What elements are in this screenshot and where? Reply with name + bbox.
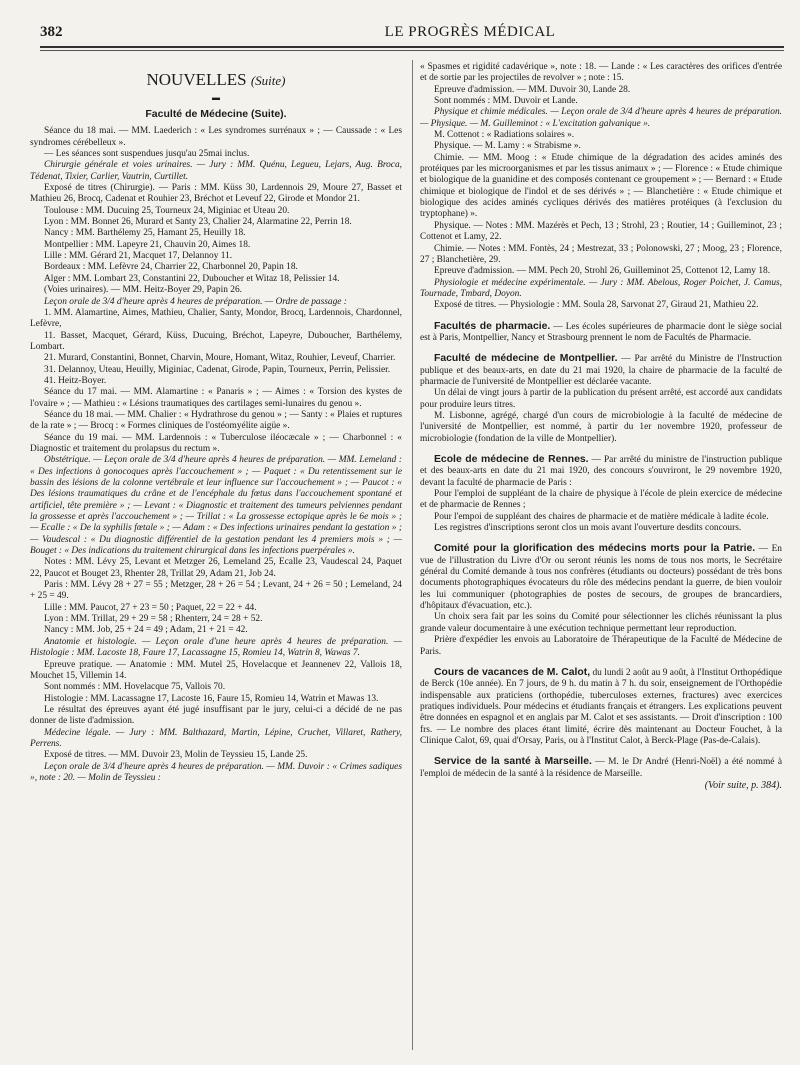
paragraph: Bordeaux : MM. Lefèvre 24, Charrier 22, Charbonnel 20, Papin 18. [44,262,298,273]
paragraph: Séance du 17 mai. — MM. Alamartine : « Panaris » ; — Aimes : « Torsion des kystes de l'ovaire » ; — Mathieu : « Lésions traumatiques des cartilages semi-lunaires du genou ». [30,387,402,409]
news-item-body: — Par arrêté du ministre de l'instruction publique et des beaux-arts en date du 21 mai 1920, des concours s'ouvriront, le 29 novembre 1920, devant la faculté de pharmacie de Paris : [420,455,782,488]
faculte-title: Faculté de Médecine (Suite). [145,108,287,120]
paragraph: Le résultat des épreuves ayant été jugé insuffisant par le jury, celui-ci a décidé de ne pas donner de liste d'admission. [30,704,402,727]
paragraph: Leçon orale de 3/4 d'heure après 4 heures de préparation. — Ordre de passage : [44,296,347,307]
right-sections [420,312,782,780]
news-item-title: Comité pour la glorification des médecins morts pour la Patrie. [434,543,756,555]
paragraph: Lyon : MM. Trillat, 29 + 29 = 58 ; Rhenterr, 24 = 28 + 52. [44,614,263,625]
paragraph: (Voies urinaires). — MM. Heitz-Boyer 29, Papin 26. [44,285,242,296]
paragraph: — Les séances sont suspendues jusqu'au 25mai inclus. [44,149,250,160]
news-item [420,454,782,489]
journal-title: LE PROGRÈS MÉDICAL [384,24,556,40]
paragraph: 21. Murard, Constantini, Bonnet, Charvin, Moure, Homant, Witaz, Rouhier, Leveuf, Charrier. [44,353,396,364]
news-item-paragraph: Un délai de vingt jours à partir de la publication du présent arrêté, est accordé aux candidats pour produire leurs titres. [420,388,782,410]
news-item [420,756,782,780]
paragraph: 41. Heitz-Boyer. [44,375,107,386]
news-item-body: — Les écoles supérieures de pharmacie dont le siège social est à Paris, Montpellier, Nancy et Strasbourg prennent le nom de Facultés de Pharmacie. [420,321,782,343]
page-number: 382 [40,24,63,40]
paragraph: Nancy : MM. Barthélemy 25, Hamant 25, Heuilly 18. [44,228,246,239]
news-item-title: Ecole de médecine de Rennes. [434,454,589,465]
section-gap [420,344,782,353]
paragraph: Physique. — Notes : MM. Mazérès et Pech, 13 ; Strohl, 23 ; Routier, 14 ; Guilleminot, 23 ; Cottenot et Lamy, 22. [420,220,782,243]
paragraph: Chirurgie générale et voies urinaires. — Jury : MM. Quénu, Legueu, Lejars, Aug. Broca, Tédenat, Tixier, Carlier, Vautrin, Curtillet. [30,160,402,182]
header-rule-thin [40,50,784,51]
paragraph: Séance du 18 mai. — MM. Laederich : « Les syndromes surrénaux » ; — Caussade : « Les syndromes cérébelleux ». [30,126,402,148]
nouvelles-title: NOUVELLES [146,70,247,89]
news-item-body: du lundi 2 août au 9 août, à l'Institut Orthopédique de Berck (10e année). En 7 jours, de 9 h. du matin à 7 h. du soir, enseignement de l'Orthopédie indispensable aux praticiens (orthopédie, tuberculoses externes, fractures) avec exercices pratiques individuels. Pour médecins et étudiants français et étrangers. Les explications peuvent être données en espagnol et en anglais par M. Calot et ses assistants. — Droit d'inscription : 100 frs. — Le nombre des places étant limité, écrire dès maintenant au Docteur Fouchet, à la Clinique Calot, 69, quai d'Orsay, Paris, ou à l'Institut Calot, à Berck-Plage (Pas-de-Calais). [420,667,782,746]
news-item [420,353,782,388]
paragraph: Anatomie et histologie. — Leçon orale d'une heure après 4 heures de préparation. — Histologie : MM. Lacoste 18, Faure 17, Lacassagne 15, Romieu 14, Watrin 8, Wawas 7. [30,636,402,659]
paragraph: Physiologie et médecine expérimentale. — Jury : MM. Abelous, Roger Poichet, J. Camus, Tournade, Tmbard, Doyon. [420,277,782,299]
paragraph: Notes : MM. Lévy 25, Levant et Metzger 26, Lemeland 25, Ecalle 23, Vaudescal 24, Paquet 22, Paucot et Bouget 23, Rhenter 28, Trillat 29, Adam 21, Job 24. [30,557,402,579]
news-item-title: Cours de vacances de M. Calot, [434,666,591,678]
nouvelles-heading [30,70,402,91]
paragraph: Séance du 18 mai. — MM. Chalier : « Hydrathrose du genou » ; — Santy : « Plaies et ruptures de la rate » ; — Brocq : « Formes cliniques de l'ostéomyélite aigüe ». [30,409,402,432]
paragraph: Exposé de titres (Chirurgie). — Paris : MM. Küss 30, Lardennois 29, Moure 27, Basset et Mathieu 26, Brocq, Cadenat et Rouhier 23, Bréchot et Leveuf 22, Girode et Mondor 21. [30,183,402,205]
paragraph: M. Cottenot : « Radiations solaires ». [434,130,575,141]
paragraph: 1. MM. Alamartine, Aimes, Mathieu, Chalier, Santy, Mondor, Brocq, Lardennois, Chardonnel, Lefèvre, [30,307,402,330]
paragraph: Montpellier : MM. Lapeyre 21, Chauvin 20, Aimes 18. [44,239,251,250]
paragraph: Obstétrique. — Leçon orale de 3/4 d'heure après 4 heures de préparation. — MM. Lemeland : « Des infections à gonocoques après l'accouchement » ; — Paquet : « Du retentissement sur le bassin des lésions de la colonne vertébrale et leur influence sur l'accouchement » ; — Paucot : « Des lésions traumatiques du crâne et de l'encéphale du fœtus dans l'accouchement spontané et artificiel, tête première » ; — Levant : « Diagnostic et traitement des tumeurs pelviennes pendant la grossesse et après l'accouchement » ; — Trillat : « La grossesse ectopique après le 6e mois » ; — Ecalle : « De la syphilis fœtale » ; — Adam : « Des infections urinaires pendant la gestation » ; — Vaudescal : « Du diagnostic différentiel de la gestation pendant les 4 premiers mois » ; — Bouget : « Des indications du traitement chirurgical dans les infections puerpérales ». [30,455,402,557]
news-item [420,543,782,612]
news-item-title: Faculté de médecine de Montpellier. [434,353,618,365]
news-item [420,321,782,345]
paragraph: Nancy : MM. Job, 25 + 24 = 49 ; Adam, 21 + 21 = 42. [44,625,248,636]
right-paragraphs [420,62,782,312]
paragraph: Médecine légale. — Jury : MM. Balthazard, Martin, Lépine, Cruchet, Villaret, Rathery, Perrens. [30,727,402,749]
paragraph: Alger : MM. Lombart 23, Constantini 22, Duboucher et Witaz 18, Pelissier 14. [44,273,340,284]
news-item-paragraph: Prière d'expédier les envois au Laboratoire de Thérapeutique de la Faculté de Médecine de Paris. [420,635,782,657]
news-item-body: — En vue de l'illustration du Livre d'Or ou seront réunis les noms de tous nos morts, le Secrétaire général du Comité demande à tous nos confrères (étudiants ou docteurs) possédant de très bons documents photographiques évocateurs du rôle des médecins pendant la guerre, de bien vouloir les lui communiquer (photographies de postes de secours, de groupes de brancardiers, d'hôpitaux d'évacuation, etc.). [420,544,782,612]
page-header [40,24,784,46]
paragraph: Sont nommés : MM. Hovelacque 75, Vallois 70. [44,682,226,693]
paragraph: Epreuve d'admission. — MM. Pech 20, Strohl 26, Guilleminot 25, Cottenot 12, Lamy 18. [434,266,771,277]
news-item-paragraph: Les registres d'inscriptions seront clos un mois avant l'ouverture desdits concours. [434,523,742,534]
section-gap [420,312,782,321]
section-gap [420,445,782,454]
paragraph: Physique et chimie médicales. — Leçon orale de 3/4 d'heure après 4 heures de préparation. — Physique. — M. Guilleminot : « L'excitation galvanique ». [420,107,782,129]
news-item-paragraph: M. Lisbonne, agrégé, chargé d'un cours de microbiologie à la faculté de médecine de l'université de Montpellier, est nommé, à partir du 1er novembre 1920, professeur de microbiologie (fondation de la ville de Montpellier). [420,410,782,444]
news-item-title: Service de la santé à Marseille. [434,756,592,768]
section-gap [420,658,782,667]
paragraph: Epreuve d'admission. — MM. Duvoir 30, Lande 28. [434,84,631,95]
paragraph: « Spasmes et rigidité cadavérique », note : 18. — Lande : « Les caractères des orifices d'entrée et de sortie par les projectiles de revolver » ; note : 15. [420,62,782,84]
paragraph: Epreuve pratique. — Anatomie : MM. Mutel 25, Hovelacque et Jeannenev 22, Vallois 18, Mouchet 15, Villemin 14. [30,659,402,681]
paragraph: Exposé de titres. — MM. Duvoir 23, Molin de Teyssieu 15, Lande 25. [44,750,308,761]
news-item-paragraph: Pour l'emploi de suppléant de la chaire de physique à l'école de plein exercice de médecine et de pharmacie de Rennes ; [420,489,782,511]
news-item-paragraph: Un choix sera fait par les soins du Comité pour sélectionner les clichés réunissant la plus grande valeur documentaire à une exécution technique permettant leur reproduction. [420,612,782,634]
paragraph: Physique. — M. Lamy : « Strabisme ». [434,141,581,152]
ornament-dash: ▬ [212,93,220,102]
paragraph: Lille : MM. Paucot, 27 + 23 = 50 ; Paquet, 22 = 22 + 44. [44,602,257,613]
paragraph: Histologie : MM. Lacassagne 17, Lacoste 16, Faure 15, Romieu 14, Watrin et Mawas 13. [44,693,379,704]
section-gap [420,747,782,756]
news-item [420,667,782,747]
section-gap [420,534,782,543]
paragraph: 11. Basset, Macquet, Gérard, Küss, Ducuing, Bréchot, Lapeyre, Duboucher, Barthélemy, Lombart. [30,330,402,352]
left-paragraphs [30,126,402,784]
paragraph: Lille : MM. Gérard 21, Macquet 17, Delannoy 11. [44,251,233,262]
news-item-body: — M. le Dr André (Henri-Noël) a été nommé à l'emploi de médecin de la santé à la résidence de Marseille. [420,757,782,779]
paragraph: Toulouse : MM. Ducuing 25, Tourneux 24, Miginiac et Uteau 20. [44,205,290,216]
paragraph: Sont nommés : MM. Duvoir et Lande. [434,96,578,107]
paragraph: Leçon orale de 3/4 d'heure après 4 heures de préparation. — MM. Duvoir : « Crimes sadiques », note : 20. — Molin de Teyssieu : [30,761,402,783]
paragraph: Chimie. — Notes : MM. Fontès, 24 ; Mestrezat, 33 ; Polonowski, 27 ; Moog, 23 ; Florence, 27 ; Blanchetière, 29. [420,243,782,265]
header-rule [40,46,784,48]
paragraph: Séance du 19 mai. — MM. Lardennois : « Tuberculose iléocæcale » ; — Charbonnel : « Diagnostic et traitement du prolapsus du rectum ». [30,432,402,454]
voir-suite: (Voir suite, p. 384). [704,779,782,791]
right-column [420,62,782,1052]
paragraph: Chimie. — MM. Moog : « Etude chimique de la dégradation des acides aminés des protéiques par les microorganismes et par les tissus animaux » ; — Florence : « Etude chimique et biologique de la guanidine et des composés contenant ce groupement » ; — Bernard : « Etude chimique et biologique de l'indol et de ses dérivés » ; — Blanchetière : « Etude chimique et biologique des acides aminés cycliques dérivés des matières protéiques (à l'exclusion du tryptophane) ». [420,152,782,220]
column-divider [412,60,413,1050]
news-item-title: Facultés de pharmacie. [434,320,551,332]
news-item-body: — Par arrêté du Ministre de l'Instruction publique et des beaux-arts, en date du 21 mai 1920, la chaire de pharmacie de la faculté de pharmacie de l'université de Montpellier est déclarée vacante. [420,354,782,387]
paragraph: Paris : MM. Lévy 28 + 27 = 55 ; Metzger, 28 + 26 = 54 ; Levant, 24 + 26 = 50 ; Lemeland, 24 + 25 = 49. [30,580,402,602]
nouvelles-suite: (Suite) [250,73,286,88]
paragraph: Lyon : MM. Bonnet 26, Murard et Santy 23, Chalier 24, Alarmatine 22, Perrin 18. [44,217,352,228]
paragraph: Exposé de titres. — Physiologie : MM. Soula 28, Sarvonat 27, Giraud 21, Mathieu 22. [434,300,759,311]
news-item-paragraph: Pour l'empoi de suppléant des chaires de pharmacie et de matière médicale à ladite école. [434,511,769,522]
left-column [30,62,402,1052]
paragraph: 31. Delannoy, Uteau, Heuilly, Miginiac, Cadenat, Girode, Papin, Tourneux, Perrin, Pelissier. [44,364,391,375]
